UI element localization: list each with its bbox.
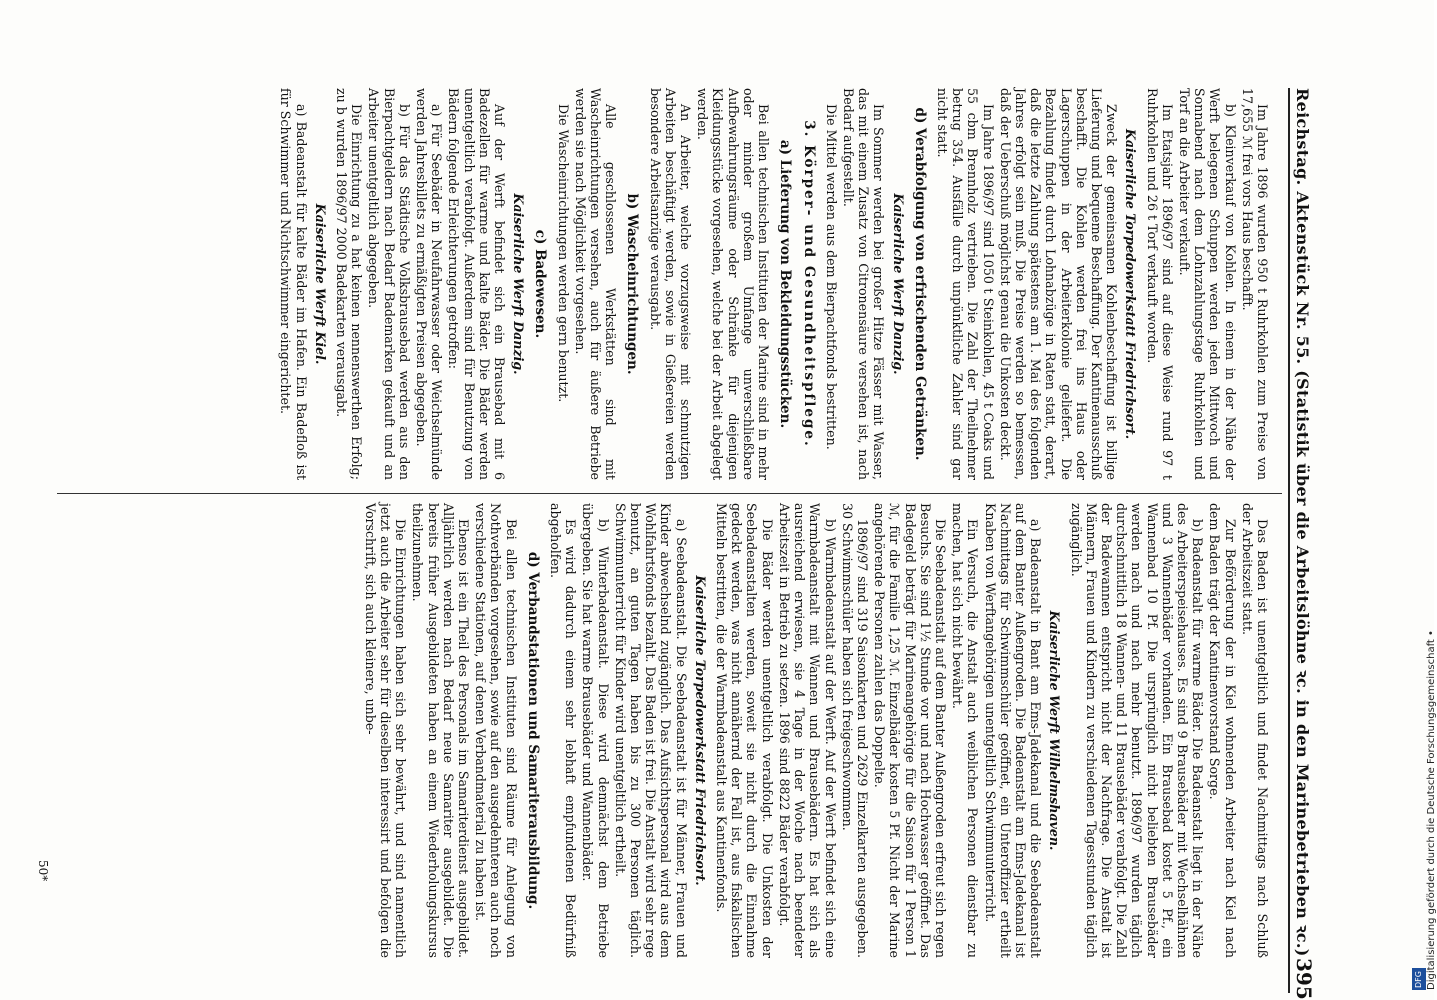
running-title: Reichstag. Aktenstück Nr. 55. (Statistik über die Arbeitslöhne ꝛc. in den Marinebetrieben ꝛc.)	[1293, 88, 1312, 957]
paragraph: Bei allen technischen Instituten sind Räume für Anlegung von Nothverbänden vorgesehen, sowie auf den ausgedehnteren auch noch verschiedene Stationen, auf denen Verbandmaterial zu haben ist.	[473, 503, 519, 958]
paragraph: 1896/97 sind 319 Saisonkarten und 2629 Einzelkarten ausgegeben. 30 Schwimmschüler haben sich freigeschwommen.	[839, 503, 870, 958]
paragraph: Ebenso ist ein Theil des Personals im Samariterdienst ausgebildet. Alljährlich werden nach Bedarf neue Samariter ausgebildet. Die bereits früher Ausgebildeten haben an einem Wiederholungskursus theilzunehmen.	[410, 503, 472, 958]
dfg-logo	[1412, 968, 1426, 990]
section-heading: d) Verbandstationen und Samariterausbildung.	[524, 551, 541, 910]
section-heading: Kaiserliche Werft Danzig.	[511, 193, 527, 375]
right-column	[361, 503, 1270, 958]
section-heading: Kaiserliche Werft Kiel.	[312, 203, 328, 365]
paragraph: Die Einrichtung zu a hat keinen nennenswerthen Erfolg; zu b wurden 1896/97 2000 Badekarten verausgabt.	[334, 88, 365, 480]
paragraph: Auf der Werft befindet sich ein Brausebad mit 6 Badezellen für warme und kalte Bäder. Die Bäder werden unentgeltlich verabfolgt. Außerdem sind für Benutzung von Bädern folgende Erleichterungen getroffen:	[446, 88, 508, 480]
paragraph: a) Für Seebäder in Neufahrwasser oder Weichselmünde werden Jahresbillets zu ermäßigten Preisen abgegeben.	[414, 88, 445, 480]
paragraph: Bei allen technischen Instituten der Marine sind in mehr oder minder großem Umfange unverschließbare Aufbewahrungsräume oder Schränke für diejenigen Kleidungsstücke vorgesehen, welche bei der Arbeit abgelegt werden.	[695, 88, 772, 480]
paragraph: Im Jahre 1896/97 sind 1050 t Steinkohlen, 45 t Coaks und 55 cbm Brennholz vertrieben. Die Zahl der Theilnehmer betrug 354. Ausfälle durch unpünktliche Zahler sind gar nicht statt.	[934, 88, 996, 480]
column-divider	[57, 493, 1282, 494]
section-heading: 3. Körper- und Gesundheitspflege.	[800, 120, 817, 448]
paragraph: Zweck der gemeinsamen Kohlenbeschaffung ist billige Lieferung und bequeme Beschaffung. Der Kantinenausschuß beschafft. Die Kohlen werden frei ins Haus oder Lagerschuppen in der Arbeiterkolonie geliefert. Die Bezahlung findet durch Lohnabzüge in Raten statt, derart, daß die letzte Zahlung spätestens am 1. Mai des folgenden Jahres erfolgt sein muß. Die Preise werden so bemessen, daß der Ueberschuß möglichst genau die Unkosten deckt.	[997, 88, 1120, 480]
paragraph: a) Badeanstalt für kalte Bäder im Hafen. Ein Badefloß ist für Schwimmer und Nichtschwimmer eingerichtet.	[278, 88, 309, 480]
section-heading: Kaiserliche Torpedowerkstatt Friedrichsort.	[1123, 128, 1139, 440]
dfg-logo-text: DFG	[1414, 971, 1423, 988]
paragraph: Es wird dadurch einem sehr lebhaft empfundenen Bedürfniß abgeholfen.	[548, 503, 579, 958]
paragraph: b) Badeanstalt für warme Bäder. Die Badeanstalt liegt in der Nähe des Arbeiterspeisehauses. Es sind 9 Brausebäder mit Wechselhähnen und 3 Wannenbäder vorhanden. Ein Brausebad kostet 5 Pf., ein Wannenbad 10 Pf. Die ursprünglich nicht beliebten Brausebäder werden nach und nach mehr benutzt. 1896/97 wurden täglich durchschnittlich 18 Wannen- und 11 Brausebäder verabfolgt. Die Zahl der Badewannen entspricht nicht der Nachfrage. Die Anstalt ist Männern, Frauen und Kindern zu verschiedenen Tagesstunden täglich zugänglich.	[1068, 503, 1206, 958]
paragraph: Die Wascheinrichtungen werden gern benutzt.	[555, 104, 571, 403]
paragraph: b) Für das Städtische Volksbrausebad werden aus den Bierpachtgeldern nach Bedarf Bademarken gekauft und an Arbeiter unentgeltlich abgegeben.	[366, 88, 412, 480]
section-heading: b) Wascheinrichtungen.	[624, 193, 641, 375]
paragraph: a) Badeanstalt in Bant am Ems-Jadekanal und die Seebadeanstalt auf dem Banter Außengroden. Die Badeanstalt am Ems-Jadekanal ist Nachmittags für Schwimmschüler geöffnet, ein Unteroffizier ertheilt Knaben von Werftangehörigen unentgeltlich Schwimmunterricht.	[982, 503, 1044, 958]
page-number: 395	[1292, 958, 1316, 1000]
left-column	[276, 88, 1270, 480]
paragraph: Im Jahre 1896 wurden 950 t Ruhrkohlen zum Preise von 17,655 ℳ frei vors Haus beschafft.	[1239, 88, 1270, 480]
section-heading: c) Badewesen.	[532, 229, 549, 339]
paragraph: Zur Beförderung der in Kiel wohnenden Arbeiter nach Kiel nach dem Baden trägt der Kantinenvorstand Sorge.	[1207, 503, 1238, 958]
paragraph: Im Etatsjahr 1896/97 sind auf diese Weise rund 97 t Ruhrkohlen und 26 t Torf verkauft worden.	[1144, 88, 1175, 480]
paragraph: Ein Versuch, die Anstalt auch weiblichen Personen dienstbar zu machen, hat sich nicht bewährt.	[950, 503, 981, 958]
paragraph: b) Warmbadeanstalt auf der Werft. Auf der Werft befindet sich eine Warmbadeanstalt mit Wannen und Brausebädern. Es hat sich als ausreichend erwiesen, sie 4 Tage in der Woche nach beendeter Arbeitszeit in Betrieb zu setzen. 1896 sind 8822 Bäder verabfolgt.	[776, 503, 838, 958]
section-heading: d) Verabfolgung von erfrischenden Getränken.	[911, 107, 928, 461]
running-header	[1288, 0, 1322, 1000]
section-heading: Kaiserliche Werft Danzig.	[890, 193, 906, 375]
paragraph: b) Winterbadeanstalt. Diese wird demnächst dem Betriebe übergeben. Sie hat warme Brausebäder und Wannenbäder.	[580, 503, 611, 958]
paragraph: Alle geschlossenen Werkstätten sind mit Wascheinrichtungen versehen, auch für äußere Betriebe werden sie nach Möglichkeit vorgesehen.	[572, 88, 619, 480]
digitization-credit	[1408, 0, 1437, 1000]
paragraph: An Arbeiter, welche vorzugsweise mit schmutzigen Arbeiten beschäftigt werden, sowie in Gießereien werden besondere Arbeitsanzüge verausgabt.	[647, 88, 694, 480]
paragraph: b) Kleinverkauf von Kohlen. In einem in der Nähe der Werft belegenen Schuppen werden jeden Mittwoch und Sonnabend nach dem Lohnzahlungstage Ruhrkohlen und Torf an die Arbeiter verkauft.	[1176, 88, 1238, 480]
header-rule	[1288, 88, 1290, 993]
section-heading: a) Lieferung von Bekleidungsstücken.	[777, 139, 794, 429]
credit-text: Digitalisierung gefördert durch die Deutsche Forschungsgemeinschaft •	[1426, 630, 1437, 990]
paragraph: Die Bäder werden unentgeltlich verabfolgt. Die Unkosten der Seebadeanstalten werden, soweit sie nicht durch die Einnahme gedeckt werden, was nicht annähernd der Fall ist, aus fiskalischen Mitteln bestritten, die der Warmbadeanstalt aus Kantinenfonds.	[714, 503, 775, 958]
paragraph: Im Sommer werden bei großer Hitze Fässer mit Wasser, das mit einem Zusatz von Citronensäure versehen ist, nach Bedarf aufgestellt.	[840, 88, 887, 480]
signature-mark: 50*	[36, 860, 50, 882]
section-heading: Kaiserliche Werft Wilhelmshaven.	[1047, 610, 1063, 851]
paragraph: Die Seebadeanstalt auf dem Banter Außengroden erfreut sich regen Besuchs. Sie sind 1½ Stunde vor und nach Hochwasser geöffnet. Das Badegeld beträgt für Marineangehörige für die Saison für 1 Person 1 ℳ, für die Familie 1,25 ℳ. Einzelbäder kosten 5 Pf. Nicht der Marine angehörende Personen zahlen das Doppelte.	[872, 503, 948, 958]
paragraph: Die Mittel werden aus dem Bierpachtfonds bestritten.	[823, 104, 839, 450]
paragraph: Das Baden ist unentgeltlich und findet Nachmittags nach Schluß der Arbeitszeit statt.	[1239, 503, 1270, 958]
section-heading: Kaiserliche Torpedowerkstatt Friedrichsort.	[692, 575, 708, 886]
paragraph: Die Einrichtungen haben sich sehr bewährt, und sind namentlich jetzt auch die Arbeiter sehr für dieselben interessirt und befolgen die Vorschrift, sich auch kleinere, unbe-	[362, 503, 409, 958]
paragraph: a) Seebadeanstalt. Die Seebadeanstalt ist für Männer, Frauen und Kinder abwechselnd zugänglich. Das Aufsichtspersonal wird aus dem Wohlfahrtsfonds bezahlt. Das Baden ist frei. Die Anstalt wird sehr rege benutzt, an guten Tagen haben bis zu 300 Personen täglich. Schwimmunterricht für Kinder wird unentgeltlich ertheilt.	[612, 503, 689, 958]
